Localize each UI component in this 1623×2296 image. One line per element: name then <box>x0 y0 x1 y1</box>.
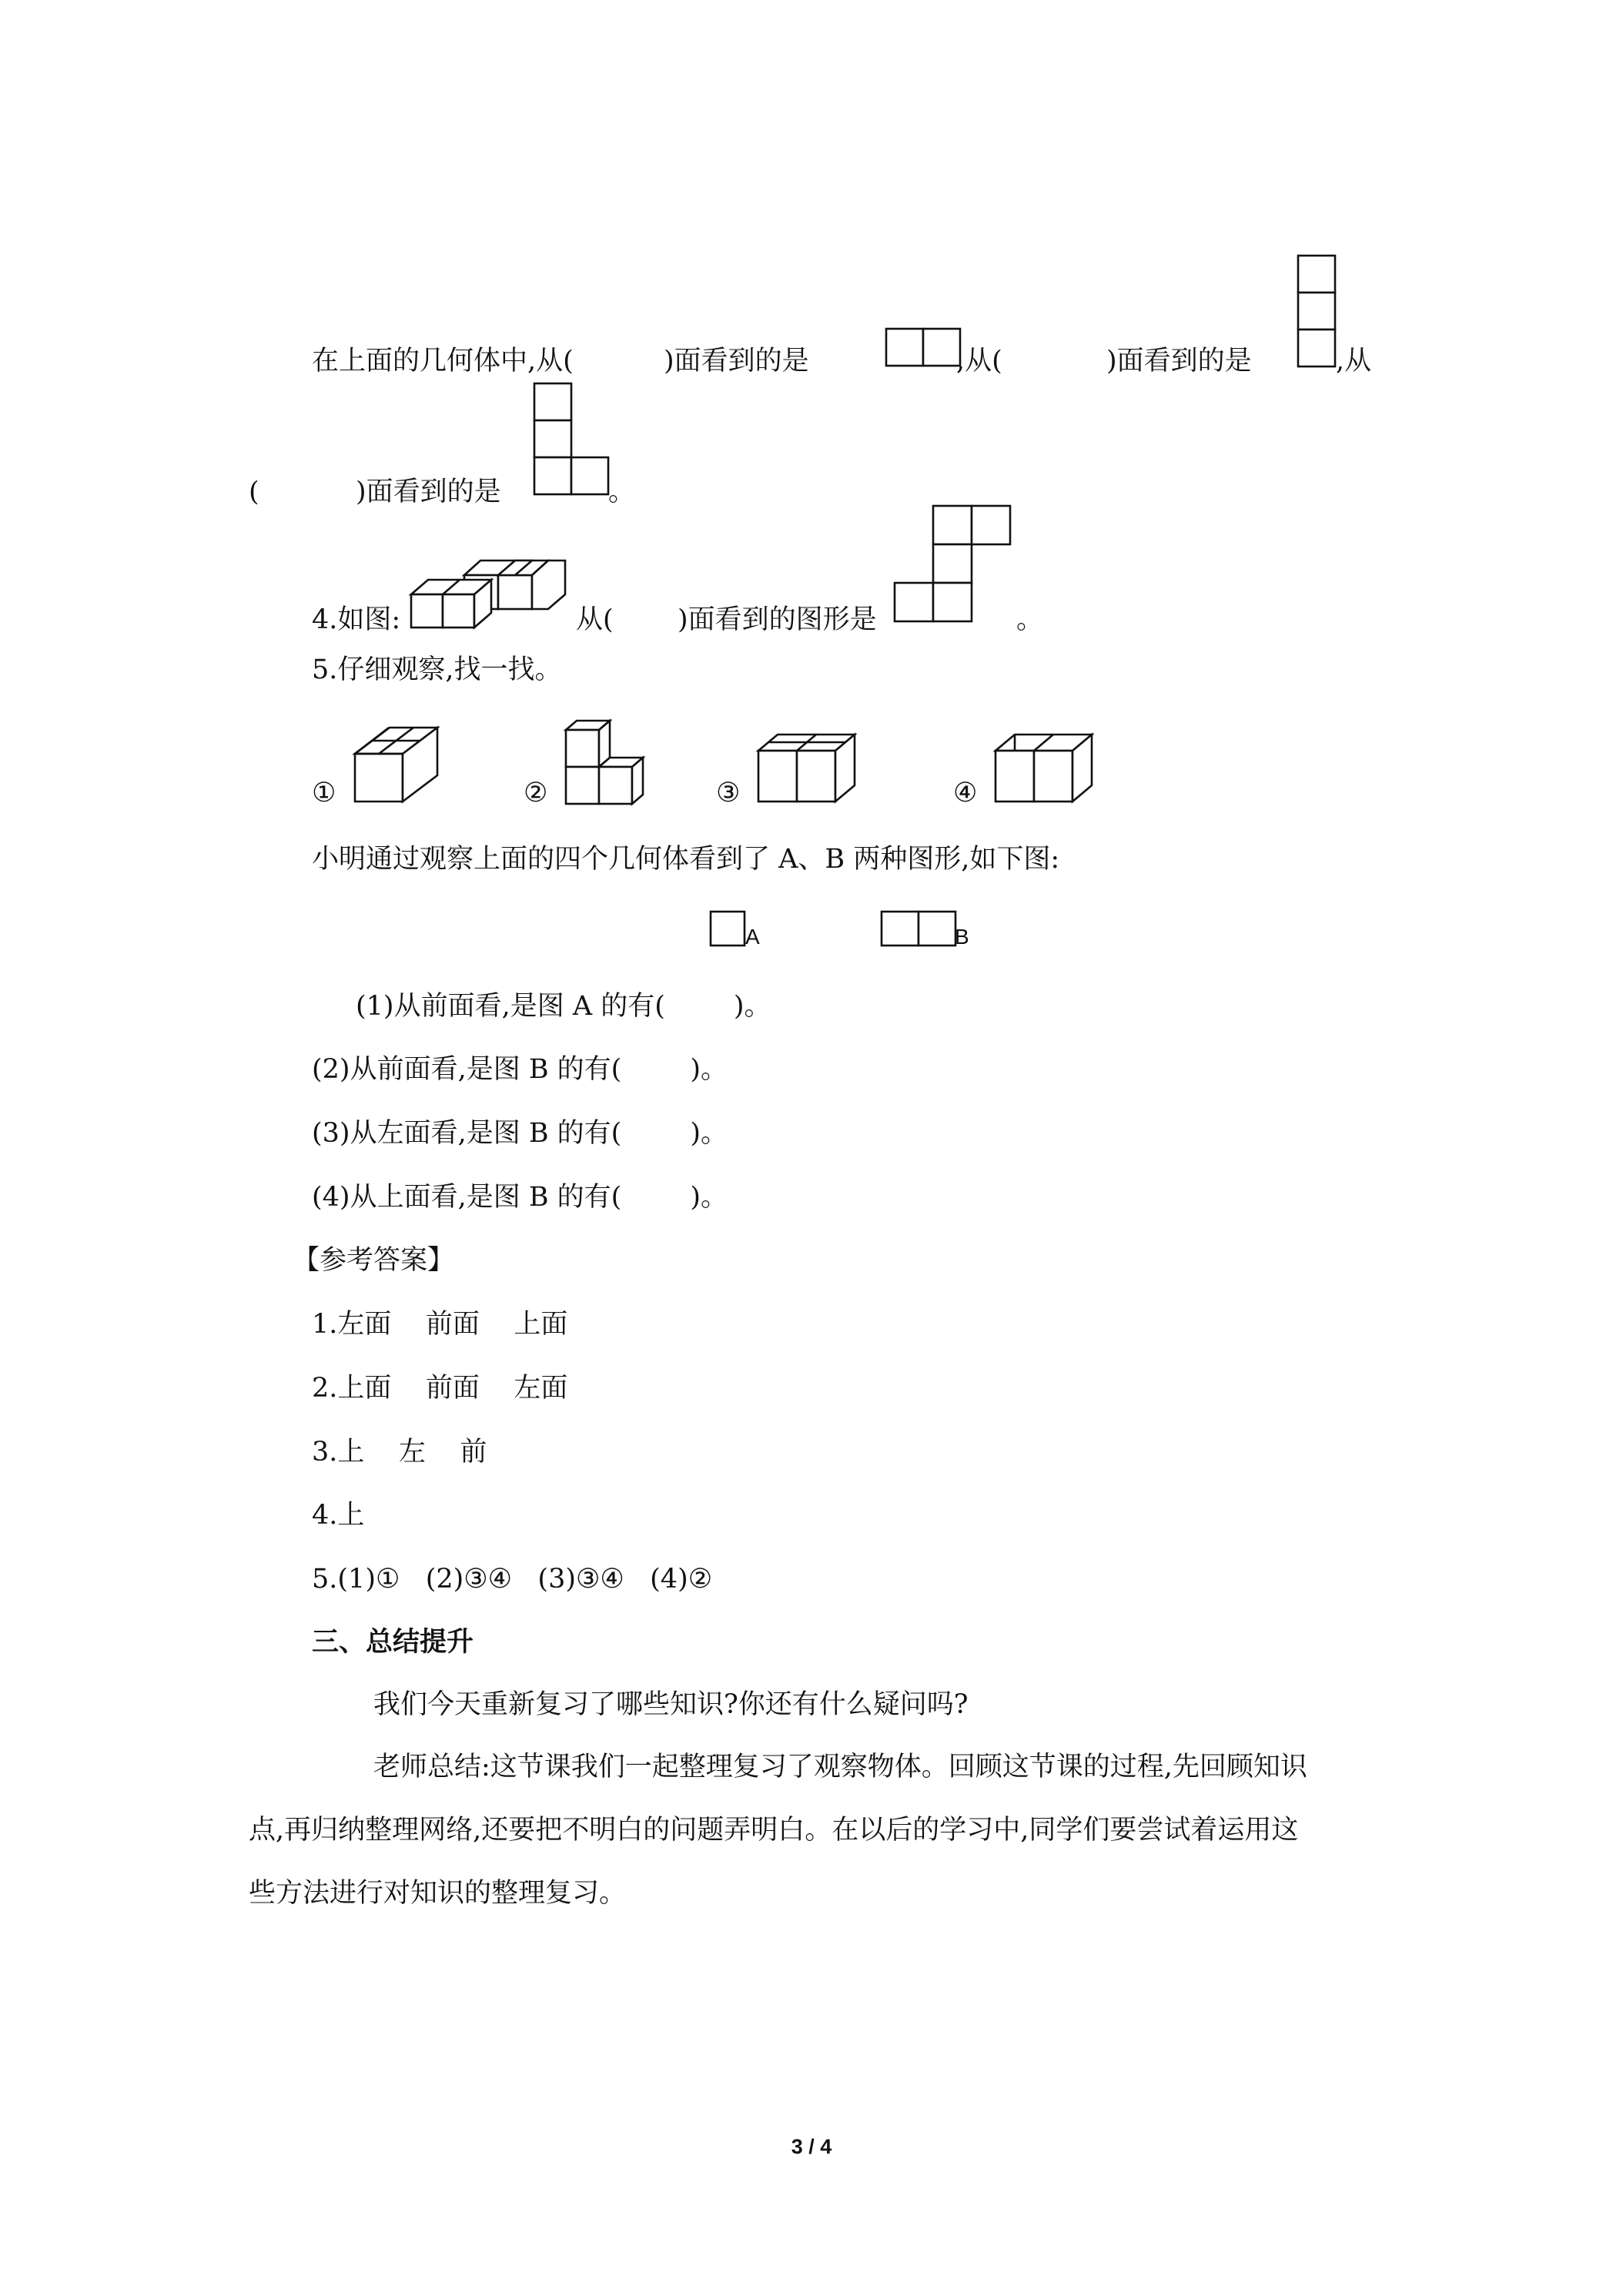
summary-paragraph-line-3: 些方法进行对知识的整理复习。 <box>249 1878 627 1909</box>
figure-two-squares-horizontal <box>885 328 962 368</box>
answer-4: 4.上 <box>312 1500 365 1531</box>
answer-2: 2.上面 前面 左面 <box>312 1373 568 1404</box>
figure-b-label: B <box>955 925 969 949</box>
figure-b-two-squares <box>881 911 958 949</box>
answer-1: 1.左面 前面 上面 <box>312 1309 568 1340</box>
q5-sub-4: (4)从上面看,是图 B 的有( )。 <box>312 1182 728 1213</box>
q3-line1-text-b: )面看到的是 <box>664 346 809 377</box>
answer-3: 3.上 左 前 <box>312 1437 487 1468</box>
figure-l-shape <box>534 383 611 497</box>
answers-title: 【参考答案】 <box>293 1245 455 1276</box>
q5-solid-2 <box>562 712 670 808</box>
q5-solid-1 <box>350 726 450 803</box>
q5-mark-3: ③ <box>716 778 741 808</box>
q3-line1-text-a: 在上面的几何体中,从( <box>312 346 574 377</box>
q3-line2-text-a: ( <box>249 477 259 507</box>
q3-line2-text-c: 。 <box>608 477 636 507</box>
q3-line1-text-e: ,从 <box>1336 346 1372 377</box>
q4-view-figure <box>893 505 1013 628</box>
q4-label: 4.如图: <box>312 604 401 635</box>
q5-mark-4: ④ <box>953 778 978 808</box>
q4-text-view: )面看到的图形是 <box>678 604 877 635</box>
q4-solid-figure <box>409 553 578 630</box>
q5-title: 5.仔细观察,找一找。 <box>312 654 562 685</box>
figure-a-square <box>710 911 748 949</box>
answer-5: 5.(1)① (2)③④ (3)③④ (4)② <box>312 1564 713 1595</box>
q5-solid-4 <box>992 731 1107 805</box>
figure-three-squares-vertical <box>1297 255 1337 369</box>
figure-a-label: A <box>745 925 760 949</box>
q5-intro: 小明通过观察上面的四个几何体看到了 A、B 两种图形,如下图: <box>312 844 1060 875</box>
summary-question: 我们今天重新复习了哪些知识?你还有什么疑问吗? <box>373 1689 969 1720</box>
summary-paragraph-line-2: 点,再归纳整理网络,还要把不明白的问题弄明白。在以后的学习中,同学们要尝试着运用这 <box>249 1815 1299 1846</box>
q5-mark-2: ② <box>524 778 548 808</box>
q5-solid-3 <box>755 731 870 805</box>
q5-mark-1: ① <box>312 778 336 808</box>
q5-sub-3: (3)从左面看,是图 B 的有( )。 <box>312 1118 728 1149</box>
summary-paragraph-line-1: 老师总结:这节课我们一起整理复习了观察物体。回顾这节课的过程,先回顾知识 <box>373 1752 1307 1782</box>
summary-heading: 三、总结提升 <box>312 1627 474 1658</box>
q3-line1-text-c: ,从( <box>956 346 1002 377</box>
q3-line1-text-d: )面看到的是 <box>1106 346 1252 377</box>
q4-text-from: 从( <box>576 604 614 635</box>
q5-sub-1: (1)从前面看,是图 A 的有( )。 <box>356 991 771 1022</box>
page-number: 3 / 4 <box>791 2135 832 2158</box>
q4-text-end: 。 <box>1016 604 1044 635</box>
q5-sub-2: (2)从前面看,是图 B 的有( )。 <box>312 1054 728 1085</box>
q3-line2-text-b: )面看到的是 <box>356 477 501 507</box>
